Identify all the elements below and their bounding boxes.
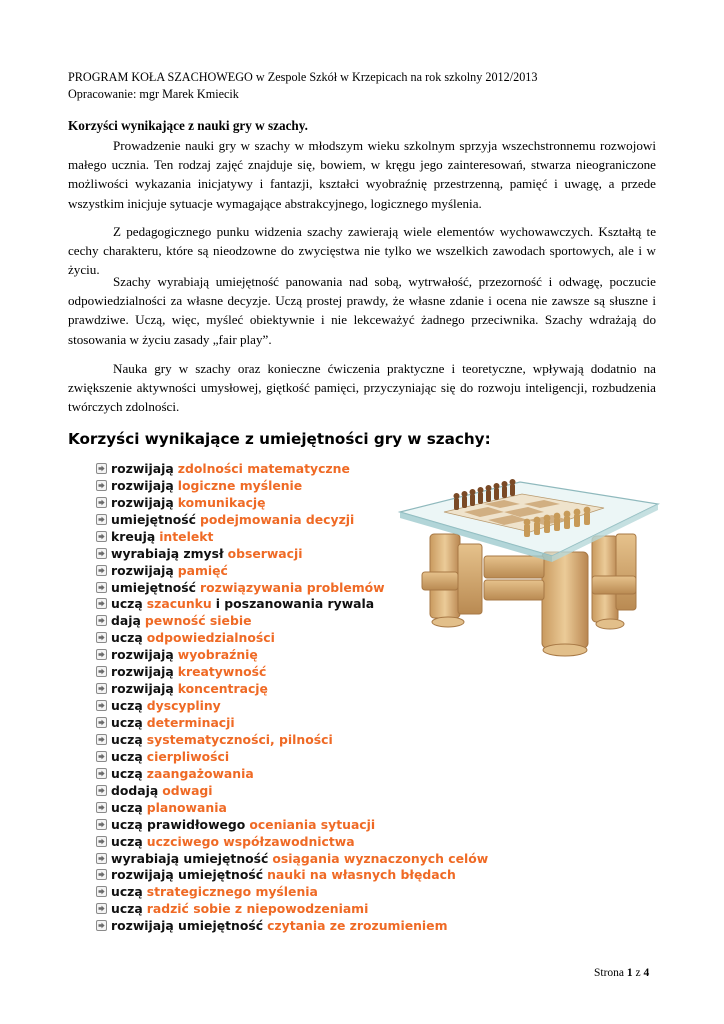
arrow-right-box-icon [96,785,107,796]
benefit-verb: dają [111,613,141,629]
benefit-item [96,850,488,867]
arrow-right-box-icon [96,683,107,694]
benefit-highlight: wyobraźnię [177,647,258,663]
page-separator: z [635,967,641,979]
header-author: Opracowanie: mgr Marek Kmiecik [68,87,239,101]
arrow-right-box-icon [96,768,107,779]
benefit-item [96,680,488,697]
arrow-right-box-icon [96,514,107,525]
benefit-highlight: systematyczności, pilności [146,731,333,747]
arrow-right-box-icon [96,903,107,914]
paragraph-2: Z pedagogicznego punku widzenia szachy zawierają wiele elementów wychowawczych. Kształtą te cechy charakteru, które są nieodzowne do zwycięstwa nie tylko we wszelkich zawodach sportowych, ale i w życiu. [68,224,656,278]
arrow-right-box-icon [96,751,107,762]
benefit-item [96,867,488,884]
arrow-right-box-icon [96,920,107,931]
benefit-highlight: szacunku [146,596,212,612]
arrow-right-box-icon [96,649,107,660]
benefit-highlight: logiczne myślenie [177,477,303,493]
benefit-verb: uczą [111,731,143,747]
benefit-highlight: radzić sobie z niepowodzeniami [146,901,369,917]
benefit-highlight: podejmowania decyzji [200,511,355,527]
arrow-right-box-icon [96,598,107,609]
benefit-verb: umiejętność [111,511,197,527]
benefit-item [96,782,488,799]
benefit-highlight: odpowiedzialności [146,630,275,646]
benefit-highlight: intelekt [159,528,214,544]
current-page: 1 [626,967,633,979]
benefit-item [96,765,488,782]
benefit-highlight: kreatywność [177,664,267,680]
benefit-verb: rozwijają [111,460,174,476]
benefit-item [96,731,488,748]
benefit-highlight: dyscypliny [146,698,221,714]
arrow-right-box-icon [96,582,107,593]
benefit-item [96,748,488,765]
page-label: Strona [594,967,625,979]
benefit-verb: uczą [111,630,143,646]
benefit-highlight: zaangażowania [146,765,254,781]
arrow-right-box-icon [96,565,107,576]
benefit-verb: uczą [111,765,143,781]
benefit-verb: uczą [111,698,143,714]
benefit-suffix: i poszanowania rywala [215,596,375,612]
total-pages: 4 [643,967,650,979]
benefit-verb: dodają [111,782,159,798]
arrow-right-box-icon [96,548,107,559]
arrow-right-box-icon [96,802,107,813]
benefit-verb: wyrabiają umiejętność [111,850,269,866]
benefit-item [96,833,488,850]
benefit-highlight: obserwacji [227,545,303,561]
benefit-highlight: komunikację [177,494,266,510]
benefit-verb: rozwijają [111,681,174,697]
paragraph-1: Prowadzenie nauki gry w szachy w młodszym wieku szkolnym sprzyja wszechstronnemu rozwojowi małego ucznia. Ten rodzaj zajęć znajduje się, bowiem, w kręgu jego zainteresowań, stwarza nieograniczone możliwości wykazania inicjatywy i fantazji, kształci wyobraźnię przestrzenną, pamięć i uwagę, a przede wszystkim inicjuje sytuacje wymagające abstrakcyjnego, logicznego myślenia. [68,138,656,211]
benefit-verb: rozwijają [111,477,174,493]
benefit-verb: rozwijają [111,664,174,680]
benefit-highlight: odwagi [162,782,213,798]
benefit-verb: uczą [111,799,143,815]
benefit-highlight: osiągania wyznaczonych celów [272,850,489,866]
arrow-right-box-icon [96,497,107,508]
benefit-verb: wyrabiają zmysł [111,545,224,561]
benefit-item [96,799,488,816]
arrow-right-box-icon [96,700,107,711]
benefit-item [96,714,488,731]
benefit-verb: uczą [111,748,143,764]
arrow-right-box-icon [96,463,107,474]
header-program-title: PROGRAM KOŁA SZACHOWEGO w Zespole Szkół w Krzepicach na rok szkolny 2012/2013 [68,70,538,84]
benefit-highlight: koncentrację [177,681,268,697]
benefit-highlight: uczciwego współzawodnictwa [146,833,355,849]
arrow-right-box-icon [96,666,107,677]
arrow-right-box-icon [96,853,107,864]
benefit-verb: uczą [111,596,143,612]
section2-heading: Korzyści wynikające z umiejętności gry w szachy: [68,430,491,448]
benefit-highlight: pewność siebie [144,613,252,629]
section1-heading: Korzyści wynikające z nauki gry w szachy. [68,118,308,133]
benefit-item [96,900,488,917]
benefit-verb: uczą [111,884,143,900]
benefit-highlight: oceniania sytuacji [249,816,376,832]
arrow-right-box-icon [96,531,107,542]
arrow-right-box-icon [96,886,107,897]
arrow-right-box-icon [96,717,107,728]
benefit-verb: umiejętność [111,579,197,595]
benefit-highlight: czytania ze zrozumieniem [267,918,448,934]
benefit-verb: uczą [111,715,143,731]
benefit-highlight: nauki na własnych błędach [267,867,456,883]
benefit-verb: rozwijają [111,494,174,510]
benefit-item [96,816,488,833]
paragraph-3: Szachy wyrabiają umiejętność panowania nad sobą, wytrwałość, przezorność i odwagę, poczucie odpowiedzialności za własne decyzje. Uczą prostej prawdy, że własne zdanie i ocena nie zawsze są słuszne i prawdziwe. Uczą, więc, myśleć obiektywnie i nie lekceważyć żadnego przeciwnika. Szachy wdrażają do stosowania w życiu zasady „fair play”. [68,274,656,347]
arrow-right-box-icon [96,869,107,880]
benefit-verb: uczą [111,833,143,849]
benefit-highlight: zdolności matematyczne [177,460,350,476]
benefit-highlight: strategicznego myślenia [146,884,318,900]
arrow-right-box-icon [96,819,107,830]
benefit-item [96,697,488,714]
chess-table-image [392,452,660,668]
benefit-highlight: rozwiązywania problemów [200,579,385,595]
arrow-right-box-icon [96,632,107,643]
benefit-highlight: planowania [146,799,227,815]
benefit-item [96,883,488,900]
page-number [594,967,649,979]
benefit-item [96,917,488,934]
benefit-verb: rozwijają umiejętność [111,867,264,883]
paragraph-4: Nauka gry w szachy oraz konieczne ćwiczenia praktyczne i teoretyczne, wpływają dodatnio na zwiększenie aktywności umysłowej, giętkość pamięci, przyczyniając się do rozwoju inteligencji, rozbudzenia twórczych zdolności. [68,361,656,415]
benefit-verb: uczą [111,901,143,917]
arrow-right-box-icon [96,734,107,745]
benefit-highlight: cierpliwości [146,748,230,764]
benefit-highlight: pamięć [177,562,228,578]
benefit-highlight: determinacji [146,715,235,731]
benefit-verb: uczą prawidłowego [111,816,246,832]
benefit-verb: kreują [111,528,156,544]
arrow-right-box-icon [96,615,107,626]
benefit-verb: rozwijają umiejętność [111,918,264,934]
arrow-right-box-icon [96,480,107,491]
benefit-verb: rozwijają [111,647,174,663]
benefit-verb: rozwijają [111,562,174,578]
arrow-right-box-icon [96,836,107,847]
